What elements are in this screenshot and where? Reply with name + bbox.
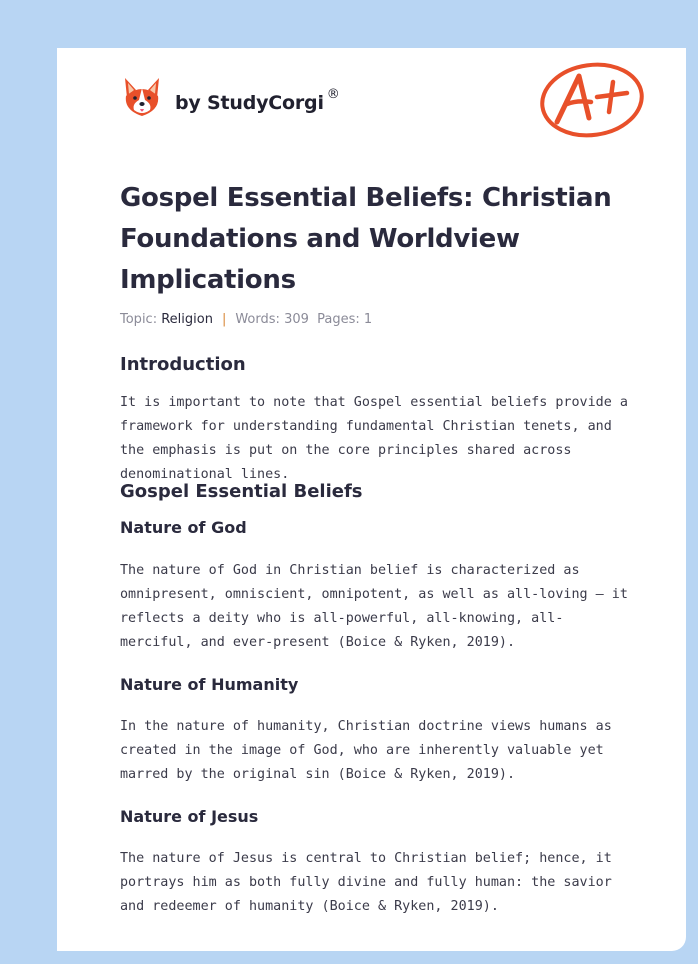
topic-link[interactable]: Religion — [161, 312, 213, 327]
section-heading-nature-of-humanity: Nature of Humanity — [120, 675, 299, 694]
document-page — [57, 48, 686, 951]
section-body-nature-of-god: The nature of God in Christian belief is characterized as omnipresent, omniscient, omnipotent, as well as all-loving – it reflects a deity who is all-powerful, all-knowing, all-merciful, and ever-present (Boice & Ryken, 2019). — [120, 563, 628, 650]
section-heading-gospel-essential-beliefs: Gospel Essential Beliefs — [120, 481, 363, 502]
section-body-nature-of-jesus: The nature of Jesus is central to Christian belief; hence, it portrays him as both fully divine and fully human: the savior and redeemer of humanity (Boice & Ryken, 2019). — [120, 851, 612, 914]
section-heading-introduction: Introduction — [120, 354, 246, 375]
topic-label: Topic: — [120, 312, 158, 327]
a-plus-stamp-icon — [539, 60, 649, 140]
section-body-nature-of-humanity: In the nature of humanity, Christian doctrine views humans as created in the image of God, who are inherently valuable yet marred by the original sin (Boice & Ryken, 2019). — [120, 719, 612, 782]
section-heading-nature-of-jesus: Nature of Jesus — [120, 807, 259, 826]
section-body-introduction: It is important to note that Gospel essential beliefs provide a framework for understanding fundamental Christian tenets, and the emphasis is put on the core principles shared across denominational lines. — [120, 395, 628, 482]
meta-separator: | — [221, 312, 227, 327]
words-label: Words: — [235, 312, 280, 327]
section-heading-nature-of-god: Nature of God — [120, 518, 247, 537]
corgi-logo-icon[interactable] — [122, 76, 162, 120]
pages-count: 1 — [363, 312, 373, 327]
document-title: Gospel Essential Beliefs: Christian Foundations and Worldview Implications — [120, 183, 612, 295]
registered-mark: ® — [326, 87, 340, 102]
brand-name[interactable]: by StudyCorgi ® — [175, 87, 340, 114]
pages-label: Pages: — [317, 312, 360, 327]
document-meta — [120, 312, 372, 327]
words-count: 309 — [284, 312, 309, 327]
